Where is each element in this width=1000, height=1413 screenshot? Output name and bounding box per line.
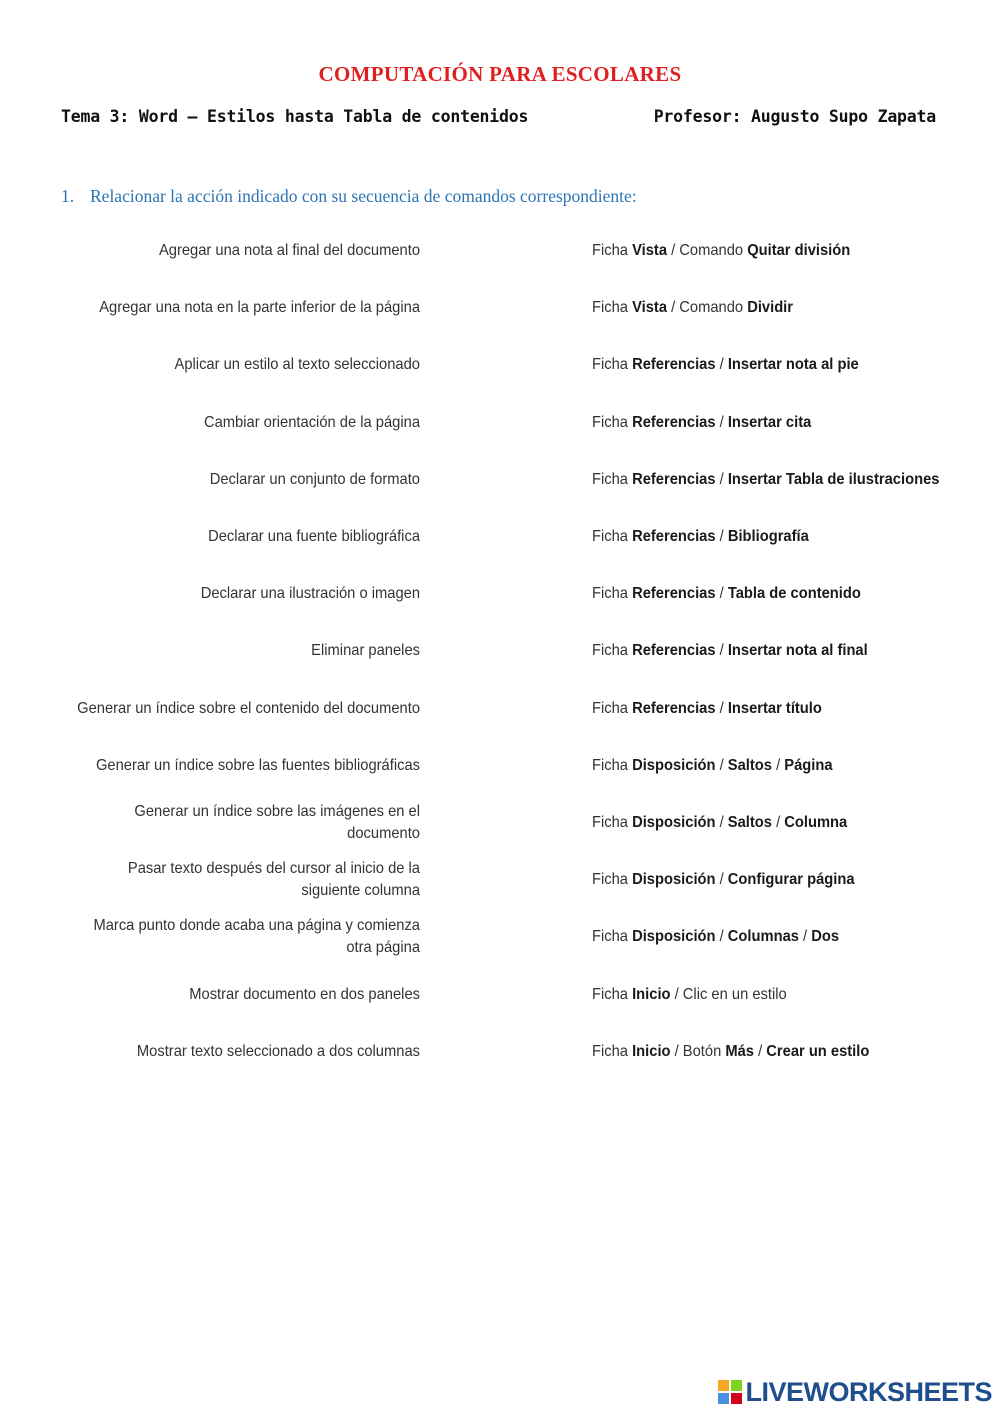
action-item-text: Generar un índice sobre el contenido del documento	[77, 699, 420, 717]
command-text: / Clic en un estilo	[670, 985, 787, 1003]
command-keyword: Referencias	[632, 642, 716, 660]
command-text: / Comando	[667, 242, 748, 259]
command-text: /	[753, 1042, 767, 1060]
command-keyword: Configurar página	[727, 871, 855, 889]
action-item[interactable]	[70, 513, 420, 561]
command-keyword: Disposición	[632, 871, 716, 889]
command-text: Ficha	[592, 699, 633, 717]
action-item[interactable]	[70, 971, 420, 1019]
command-keyword: Insertar cita	[727, 413, 812, 431]
command-item-text	[592, 984, 787, 1006]
command-item-text	[592, 869, 855, 891]
command-keyword: Insertar nota al pie	[727, 356, 859, 374]
command-keyword: Tabla de contenido	[727, 585, 861, 603]
command-text: Ficha	[592, 871, 633, 889]
action-item-text: Mostrar texto seleccionado a dos columnas	[136, 1042, 420, 1060]
action-item[interactable]	[70, 685, 420, 733]
command-item[interactable]	[592, 399, 960, 447]
liveworksheets-logo-text: LIVEWORKSHEETS	[745, 1376, 992, 1407]
command-text: Ficha	[592, 585, 633, 603]
command-keyword: Dividir	[747, 299, 794, 317]
command-item[interactable]	[592, 570, 960, 618]
command-text: /	[715, 928, 728, 946]
command-text: / Botón	[670, 1042, 726, 1060]
command-keyword: Referencias	[632, 528, 716, 545]
exercise-instruction-text: Relacionar la acción indicado con su secuencia de comandos correspondiente:	[90, 186, 637, 206]
command-keyword: Insertar Tabla de ilustraciones	[727, 470, 940, 488]
command-item-text	[592, 526, 809, 548]
command-text: /	[715, 470, 728, 488]
command-item-text	[592, 469, 939, 491]
liveworksheets-logo-icon	[718, 1380, 742, 1404]
command-item[interactable]	[592, 971, 960, 1019]
command-item[interactable]	[592, 856, 960, 904]
action-item[interactable]	[70, 1028, 420, 1076]
command-item-text	[592, 297, 793, 319]
command-text: / Comando	[667, 299, 748, 317]
command-item-text	[592, 812, 847, 834]
command-item-text	[592, 1041, 869, 1063]
action-item-text: Declarar un conjunto de formato	[209, 470, 420, 488]
action-item[interactable]	[70, 227, 420, 275]
command-item-text	[592, 412, 811, 434]
command-item[interactable]	[592, 799, 960, 847]
command-keyword: Saltos	[727, 814, 772, 831]
command-item[interactable]	[592, 341, 960, 389]
action-item[interactable]	[70, 570, 420, 618]
teacher-name: Profesor: Augusto Supo Zapata	[653, 107, 936, 126]
command-item[interactable]	[592, 227, 960, 275]
command-item-text	[592, 755, 833, 777]
command-text: Ficha	[592, 242, 633, 259]
command-keyword: Columnas	[727, 928, 799, 946]
command-item[interactable]	[592, 513, 960, 561]
command-text: /	[715, 699, 728, 717]
command-text: /	[715, 814, 728, 831]
action-item[interactable]	[70, 284, 420, 332]
command-text: /	[771, 814, 785, 831]
command-item-text	[592, 640, 868, 662]
command-keyword: Referencias	[632, 470, 716, 488]
command-keyword: Vista	[632, 299, 668, 317]
command-text: Ficha	[592, 1042, 633, 1060]
action-item-text: Declarar una ilustración o imagen	[200, 585, 420, 603]
action-item[interactable]	[70, 913, 420, 961]
command-keyword: Referencias	[632, 585, 716, 603]
action-item[interactable]	[70, 456, 420, 504]
command-text: Ficha	[592, 356, 633, 374]
command-keyword: Insertar título	[727, 699, 822, 717]
command-keyword: Crear un estilo	[766, 1042, 870, 1060]
action-item[interactable]	[70, 627, 420, 675]
command-text: /	[715, 528, 728, 545]
topic-heading: Tema 3: Word – Estilos hasta Tabla de contenidos	[61, 107, 529, 126]
command-keyword: Dos	[811, 928, 840, 946]
command-keyword: Saltos	[727, 756, 772, 774]
command-item-text	[592, 354, 859, 376]
command-keyword: Bibliografía	[727, 528, 809, 545]
action-item-text: Pasar texto después del cursor al inicio de la siguiente columna	[127, 860, 420, 900]
command-item-text	[592, 698, 822, 720]
action-item-text: Aplicar un estilo al texto seleccionado	[174, 356, 420, 374]
command-keyword: Disposición	[632, 756, 716, 774]
command-text: Ficha	[592, 814, 633, 831]
action-item-text: Generar un índice sobre las imágenes en el documento	[134, 803, 420, 842]
command-keyword: Quitar división	[747, 242, 851, 259]
command-item[interactable]	[592, 685, 960, 733]
command-text: Ficha	[592, 642, 633, 660]
command-text: Ficha	[592, 985, 633, 1003]
action-item-text: Generar un índice sobre las fuentes bibliográficas	[95, 756, 421, 774]
action-item[interactable]	[70, 399, 420, 447]
command-keyword: Columna	[784, 814, 848, 831]
action-item[interactable]	[70, 856, 420, 904]
command-item-text	[592, 926, 839, 948]
command-text: /	[715, 642, 728, 660]
command-text: /	[798, 928, 812, 946]
command-text: Ficha	[592, 756, 633, 774]
command-text: Ficha	[592, 413, 633, 431]
action-item[interactable]	[70, 799, 420, 847]
command-keyword: Referencias	[632, 413, 716, 431]
action-item-text: Marca punto donde acaba una página y comienza otra página	[93, 917, 421, 957]
command-keyword: Vista	[632, 242, 668, 259]
command-item[interactable]	[592, 913, 960, 961]
action-item-text: Cambiar orientación de la página	[203, 413, 420, 431]
action-item-text: Declarar una fuente bibliográfica	[208, 528, 420, 545]
page-title: COMPUTACIÓN PARA ESCOLARES	[318, 62, 682, 86]
command-item-text	[592, 583, 861, 605]
command-keyword: Referencias	[632, 699, 716, 717]
command-keyword: Referencias	[632, 356, 716, 374]
command-keyword: Más	[725, 1042, 754, 1060]
command-text: Ficha	[592, 299, 633, 317]
command-item[interactable]	[592, 456, 960, 504]
command-item[interactable]	[592, 742, 960, 790]
command-keyword: Disposición	[632, 814, 716, 831]
action-item-text: Eliminar paneles	[311, 642, 420, 660]
command-text: /	[771, 756, 785, 774]
command-keyword: Insertar nota al final	[727, 642, 868, 660]
command-text: /	[715, 756, 728, 774]
command-item[interactable]	[592, 284, 960, 332]
command-text: Ficha	[592, 528, 633, 545]
command-text: Ficha	[592, 928, 633, 946]
command-item-text	[592, 240, 850, 262]
liveworksheets-logo	[718, 1377, 992, 1407]
command-keyword: Disposición	[632, 928, 716, 946]
action-item-text: Agregar una nota al final del documento	[158, 242, 420, 259]
exercise-number: 1.	[61, 186, 75, 206]
action-item-text: Mostrar documento en dos paneles	[189, 985, 420, 1003]
command-item[interactable]	[592, 1028, 960, 1076]
action-item-text: Agregar una nota en la parte inferior de la página	[99, 299, 421, 317]
command-keyword: Inicio	[632, 1042, 671, 1060]
command-text: /	[715, 585, 728, 603]
action-item[interactable]	[70, 742, 420, 790]
action-item[interactable]	[70, 341, 420, 389]
command-text: Ficha	[592, 470, 633, 488]
command-keyword: Inicio	[632, 985, 671, 1003]
exercise-instruction	[61, 186, 637, 207]
command-keyword: Página	[784, 756, 833, 774]
command-text: /	[715, 413, 728, 431]
command-text: /	[715, 356, 728, 374]
command-item[interactable]	[592, 627, 960, 675]
command-text: /	[715, 871, 728, 889]
